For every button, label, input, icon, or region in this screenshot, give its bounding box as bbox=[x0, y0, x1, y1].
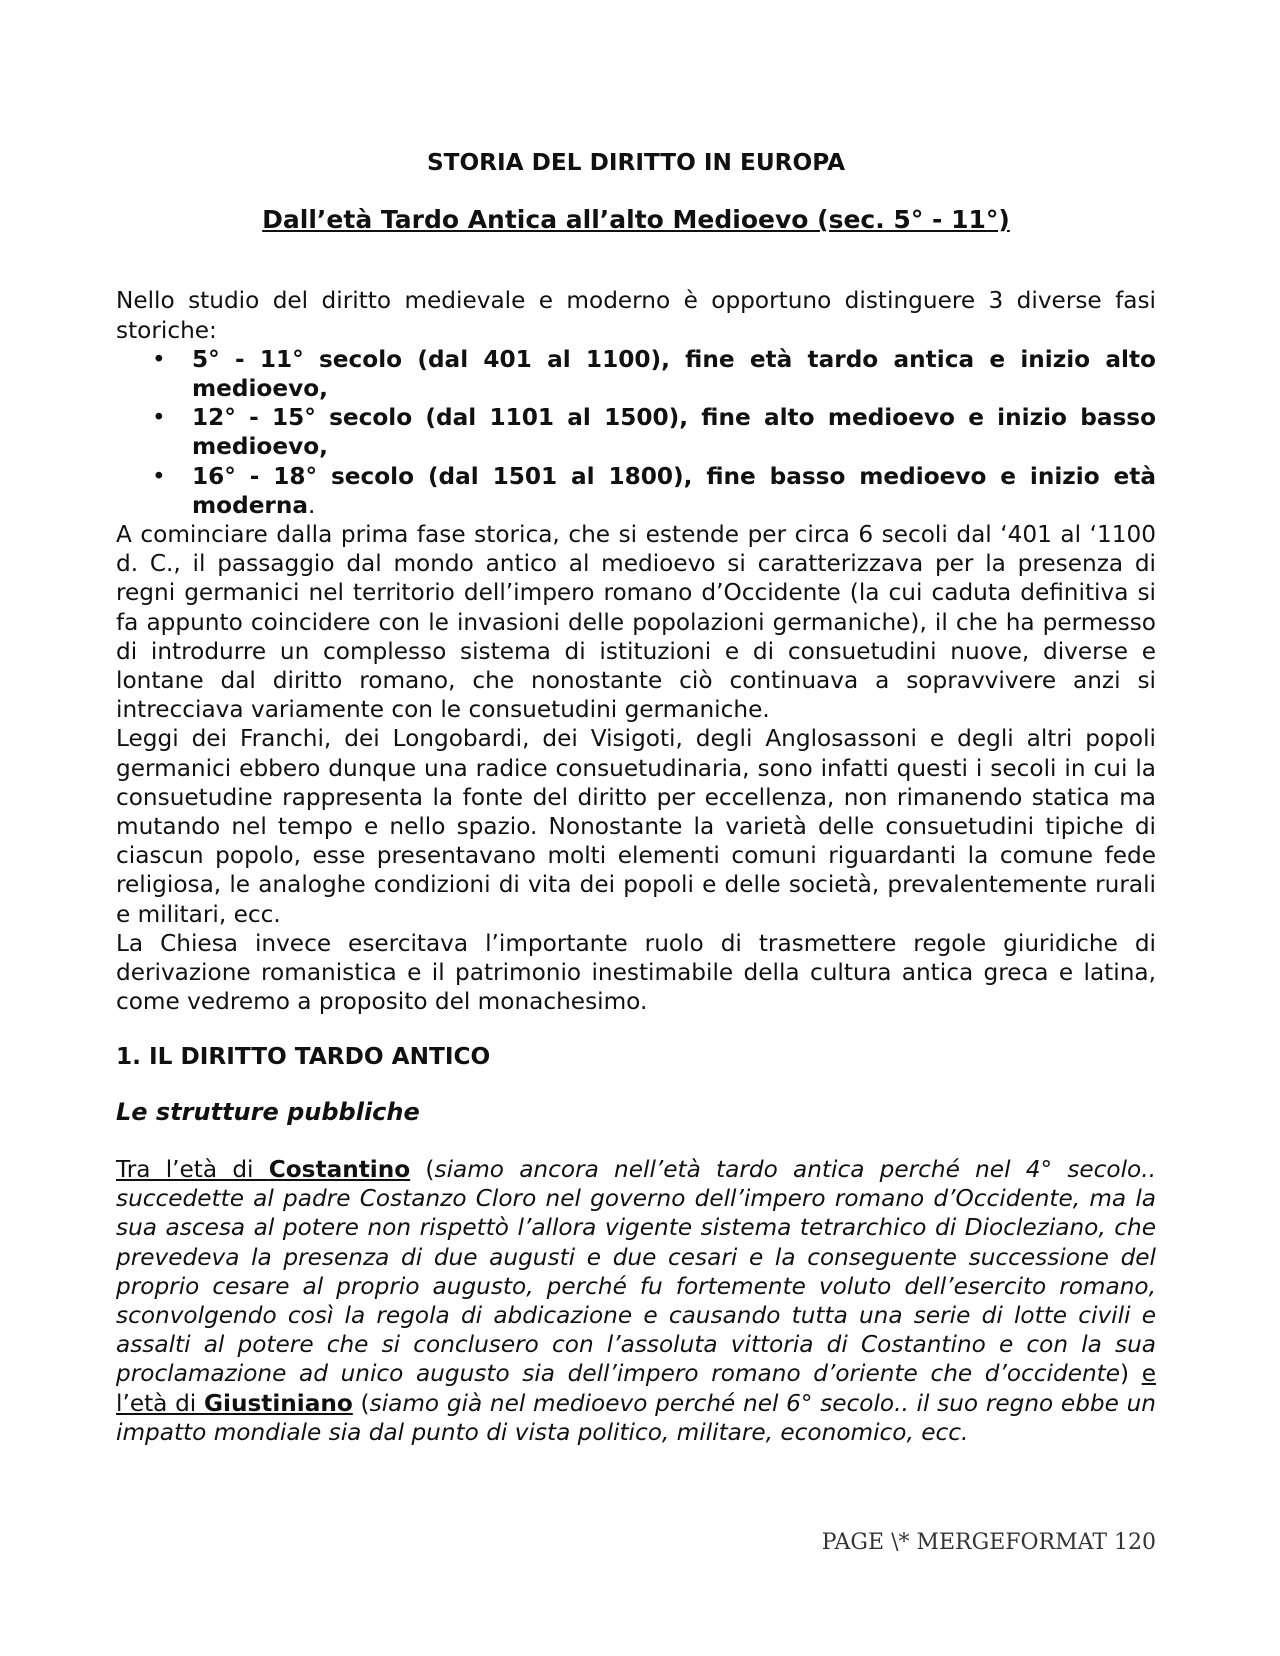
paren-close: ) bbox=[1120, 1360, 1142, 1388]
phase-tail: . bbox=[308, 491, 316, 519]
section-title: 1. IL DIRITTO TARDO ANTICO bbox=[116, 1043, 491, 1071]
document-title: STORIA DEL DIRITTO IN EUROPA bbox=[426, 149, 846, 176]
bullet-icon: • bbox=[152, 462, 166, 490]
phases-list bbox=[116, 345, 1156, 520]
page-footer: PAGE \* MERGEFORMAT 120 bbox=[821, 1530, 1156, 1555]
body-paragraph: La Chiesa invece esercitava l’importante ruolo di trasmettere regole giuridiche di derivazione romanistica e il patrimonio inestimabile della cultura antica greca e latina, come vedremo a proposito del monachesimo. bbox=[116, 929, 1156, 1016]
bullet-icon: • bbox=[152, 404, 166, 432]
aside-costantino: siamo ancora nell’età tardo antica perché nel 4° secolo.. succedette al padre Costanzo Cloro nel governo dell’impero romano d’Occidente, ma la sua ascesa al potere non rispettò l’allora vigente sistema tetrarchico di Diocleziano, che prevedeva la presenza di due augusti e due cesari e la conseguente successione del proprio cesare al proprio augusto, perché fu fortemente voluto dell’esercito romano, sconvolgendo così la regola di abdicazione e causando tutta una serie di lotte civili e assalti al potere che si conclusero con l’assoluta vittoria di Costantino e con la sua proclamazione ad unico augusto sia dell’impero romano d’oriente che d’occidente bbox=[116, 1155, 1156, 1388]
intro-paragraph: Nello studio del diritto medievale e moderno è opportuno distinguere 3 diverse fasi storiche: bbox=[116, 287, 1156, 344]
connector-text: e l’età di bbox=[116, 1360, 1156, 1417]
name-giustiniano: Giustiniano bbox=[203, 1389, 353, 1417]
subsection-title: Le strutture pubbliche bbox=[116, 1097, 420, 1126]
document-subtitle: Dall’età Tardo Antica all’alto Medioevo (sec. 5° - 11°) bbox=[262, 205, 1010, 235]
lead-text: Tra l’età di bbox=[116, 1155, 269, 1183]
body-paragraph-costantino bbox=[116, 1155, 1156, 1447]
body-paragraph: A cominciare dalla prima fase storica, che si estende per circa 6 secoli dal ‘401 al ‘1100 d. C., il passaggio dal mondo antico al medioevo si caratterizzava per la presenza di regni germanici nel territorio dell’impero romano d’Occidente (la cui caduta definitiva si fa appunto coincidere con le invasioni delle popolazioni germaniche), il che ha permesso di introdurre un complesso sistema di istituzioni e di consuetudini nuove, diverse e lontane dal diritto romano, che nonostante ciò continuava a sopravvivere anzi si intrecciava variamente con le consuetudini germaniche. bbox=[116, 521, 1156, 724]
phase-text: 5° - 11° secolo (dal 401 al 1100), fine età tardo antica e inizio alto medioevo, bbox=[192, 345, 1156, 403]
paren-open: ( bbox=[352, 1389, 370, 1417]
page-content bbox=[116, 140, 1156, 1447]
list-item bbox=[152, 403, 1156, 461]
phase-text: 16° - 18° secolo (dal 1501 al 1800), fine basso medioevo e inizio età moderna bbox=[192, 462, 1156, 519]
bullet-icon: • bbox=[152, 345, 166, 373]
list-item bbox=[152, 462, 1156, 520]
body-paragraph: Leggi dei Franchi, dei Longobardi, dei Visigoti, degli Anglosassoni e degli altri popoli germanici ebbero dunque una radice consuetudinaria, sono infatti questi i secoli in cui la consuetudine rappresenta la fonte del diritto per eccellenza, non rimanendo statica ma mutando nel tempo e nello spazio. Nonostante la varietà delle consuetudini tipiche di ciascun popolo, esse presentavano molti elementi comuni riguardanti la comune fede religiosa, le analoghe condizioni di vita dei popoli e delle società, prevalentemente rurali e militari, ecc. bbox=[116, 725, 1156, 928]
list-item bbox=[152, 345, 1156, 403]
aside-giustiniano: siamo già nel medioevo perché nel 6° secolo.. il suo regno ebbe un impatto mondiale sia dal punto di vista politico, militare, economico, ecc. bbox=[116, 1389, 1156, 1446]
paren-open: ( bbox=[410, 1155, 435, 1183]
phase-text: 12° - 15° secolo (dal 1101 al 1500), fine alto medioevo e inizio basso medioevo, bbox=[192, 404, 1156, 461]
name-costantino: Costantino bbox=[268, 1155, 411, 1183]
